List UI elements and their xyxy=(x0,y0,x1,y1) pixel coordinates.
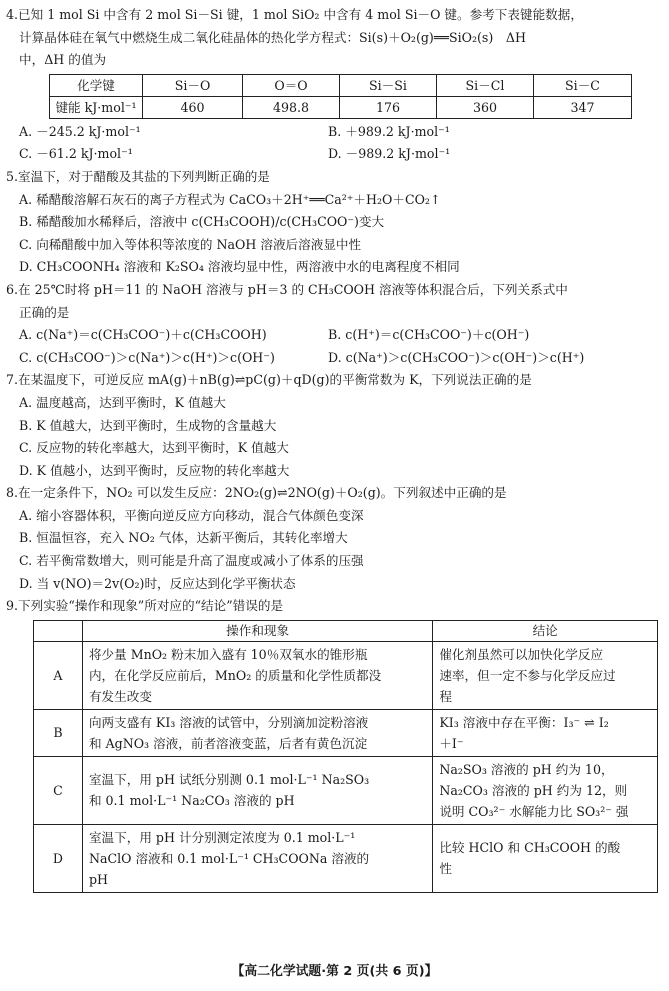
q6-stem-line2: 正确的是 xyxy=(19,304,70,320)
exp-row-label: A xyxy=(34,641,83,709)
bond-header-cell: Si－C xyxy=(534,74,632,96)
bond-header-cell: 化学键 xyxy=(50,74,143,96)
q6-option-c: C. c(CH₃COO⁻)＞c(Na⁺)＞c(H⁺)＞c(OH⁻) xyxy=(19,349,275,365)
q7-option-b: B. K 值越大，达到平衡时，生成物的含量越大 xyxy=(19,417,277,433)
q6-option-b: B. c(H⁺)＝c(CH₃COO⁻)＋c(OH⁻) xyxy=(328,327,530,343)
q7-option-c: C. 反应物的转化率越大，达到平衡时，K 值越大 xyxy=(19,440,289,456)
bond-value-cell: 176 xyxy=(340,96,437,118)
bond-value-cell: 498.8 xyxy=(243,96,340,118)
q4-stem-line3: 中，ΔH 的值为 xyxy=(19,52,107,68)
exp-operation-cell: 室温下，用 pH 计分别测定浓度为 0.1 mol·L⁻¹ NaClO 溶液和 0.1 mol·L⁻¹ CH₃COONa 溶液的 pH xyxy=(82,824,432,892)
q5-stem: 5.室温下，对于醋酸及其盐的下列判断正确的是 xyxy=(6,168,270,184)
question-6 xyxy=(6,279,658,369)
bond-value-cell: 347 xyxy=(534,96,632,118)
q7-stem: 7.在某温度下，可逆反应 mA(g)＋nB(g)⇌pC(g)＋qD(g)的平衡常数为 K，下列说法正确的是 xyxy=(6,372,532,388)
exp-conclusion-cell: KI₃ 溶液中存在平衡：I₃⁻ ⇌ I₂ ＋I⁻ xyxy=(433,709,658,756)
exp-row-label: B xyxy=(34,709,83,756)
q4-options-row1 xyxy=(6,121,658,144)
q6-option-d: D. c(Na⁺)＞c(CH₃COO⁻)＞c(OH⁻)＞c(H⁺) xyxy=(328,349,585,365)
bond-value-cell: 360 xyxy=(437,96,534,118)
bond-table-header-row xyxy=(50,74,632,96)
bond-energy-table xyxy=(49,74,632,119)
q4-stem-line2: 计算晶体硅在氧气中燃烧生成二氧化硅晶体的热化学方程式：Si(s)＋O₂(g)══SiO₂(s) ΔH xyxy=(19,29,526,45)
experiment-row-c xyxy=(34,756,658,824)
bond-header-cell: Si－Cl xyxy=(437,74,534,96)
q8-option-c: C. 若平衡常数增大，则可能是升高了温度或减小了体系的压强 xyxy=(19,553,364,569)
q4-option-d: D. －989.2 kJ·mol⁻¹ xyxy=(328,146,451,162)
bond-header-cell: Si－Si xyxy=(340,74,437,96)
q5-option-b: B. 稀醋酸加水稀释后，溶液中 c(CH₃COOH)/c(CH₃COO⁻)变大 xyxy=(19,214,385,230)
q7-option-d: D. K 值越小，达到平衡时，反应物的转化率越大 xyxy=(19,462,290,478)
experiment-header-row xyxy=(34,620,658,641)
bond-header-cell: Si－O xyxy=(143,74,243,96)
q5-option-d: D. CH₃COONH₄ 溶液和 K₂SO₄ 溶液均显中性，两溶液中水的电离程度不相同 xyxy=(19,259,460,275)
question-4 xyxy=(6,4,658,166)
question-5 xyxy=(6,166,658,279)
q4-option-b: B. ＋989.2 kJ·mol⁻¹ xyxy=(328,123,450,139)
exp-conclusion-cell: Na₂SO₃ 溶液的 pH 约为 10， Na₂CO₃ 溶液的 pH 约为 12，则 说明 CO₃²⁻ 水解能力比 SO₃²⁻ 强 xyxy=(433,756,658,824)
exp-operation-cell: 向两支盛有 KI₃ 溶液的试管中，分别滴加淀粉溶液 和 AgNO₃ 溶液，前者溶液变蓝，后者有黄色沉淀 xyxy=(82,709,432,756)
bond-row-label: 键能 kJ·mol⁻¹ xyxy=(50,96,143,118)
q6-options-row2 xyxy=(6,347,658,370)
q6-stem-line1: 6.在 25℃时将 pH＝11 的 NaOH 溶液与 pH＝3 的 CH₃COOH 溶液等体积混合后，下列关系式中 xyxy=(6,281,568,297)
experiment-row-b xyxy=(34,709,658,756)
exp-header-blank xyxy=(34,620,83,641)
question-9 xyxy=(6,595,658,893)
bond-table-value-row xyxy=(50,96,632,118)
q8-option-a: A. 缩小容器体积，平衡向逆反应方向移动，混合气体颜色变深 xyxy=(19,507,364,523)
q6-option-a: A. c(Na⁺)＝c(CH₃COO⁻)＋c(CH₃COOH) xyxy=(19,327,267,343)
q8-option-b: B. 恒温恒容，充入 NO₂ 气体，达新平衡后，其转化率增大 xyxy=(19,530,348,546)
exp-header-operation: 操作和现象 xyxy=(82,620,432,641)
exp-operation-cell: 室温下，用 pH 试纸分别测 0.1 mol·L⁻¹ Na₂SO₃ 和 0.1 mol·L⁻¹ Na₂CO₃ 溶液的 pH xyxy=(82,756,432,824)
q4-stem-line1: 4.已知 1 mol Si 中含有 2 mol Si－Si 键，1 mol SiO₂ 中含有 4 mol Si－O 键。参考下表键能数据， xyxy=(6,7,583,22)
bond-header-cell: O＝O xyxy=(243,74,340,96)
exp-header-conclusion: 结论 xyxy=(433,620,658,641)
exp-conclusion-cell: 催化剂虽然可以加快化学反应 速率，但一定不参与化学反应过 程 xyxy=(433,641,658,709)
experiment-row-d xyxy=(34,824,658,892)
q5-option-c: C. 向稀醋酸中加入等体积等浓度的 NaOH 溶液后溶液显中性 xyxy=(19,236,362,252)
q6-options-row1 xyxy=(6,324,658,347)
q4-option-a: A. －245.2 kJ·mol⁻¹ xyxy=(19,123,141,139)
exp-conclusion-cell: 比较 HClO 和 CH₃COOH 的酸 性 xyxy=(433,824,658,892)
q4-options-row2 xyxy=(6,143,658,166)
exp-operation-cell: 将少量 MnO₂ 粉末加入盛有 10％双氧水的锥形瓶 内，在化学反应前后，MnO₂ 的质量和化学性质都没 有发生改变 xyxy=(82,641,432,709)
page-footer: 【高二化学试题·第 2 页(共 6 页)】 xyxy=(231,964,438,979)
bond-value-cell: 460 xyxy=(143,96,243,118)
experiment-row-a xyxy=(34,641,658,709)
question-8 xyxy=(6,482,658,595)
q8-stem: 8.在一定条件下，NO₂ 可以发生反应：2NO₂(g)⇌2NO(g)＋O₂(g)。下列叙述中正确的是 xyxy=(6,485,507,501)
q8-option-d: D. 当 v(NO)＝2v(O₂)时，反应达到化学平衡状态 xyxy=(19,575,296,591)
exp-row-label: D xyxy=(34,824,83,892)
q5-option-a: A. 稀醋酸溶解石灰石的离子方程式为 CaCO₃＋2H⁺══Ca²⁺＋H₂O＋CO₂↑ xyxy=(19,191,441,207)
experiment-table xyxy=(33,620,658,893)
exp-row-label: C xyxy=(34,756,83,824)
q4-option-c: C. －61.2 kJ·mol⁻¹ xyxy=(19,146,133,162)
exam-page xyxy=(6,4,658,893)
question-7 xyxy=(6,369,658,482)
q9-stem: 9.下列实验“操作和现象”所对应的“结论”错误的是 xyxy=(6,598,284,614)
q7-option-a: A. 温度越高，达到平衡时，K 值越大 xyxy=(19,394,226,410)
